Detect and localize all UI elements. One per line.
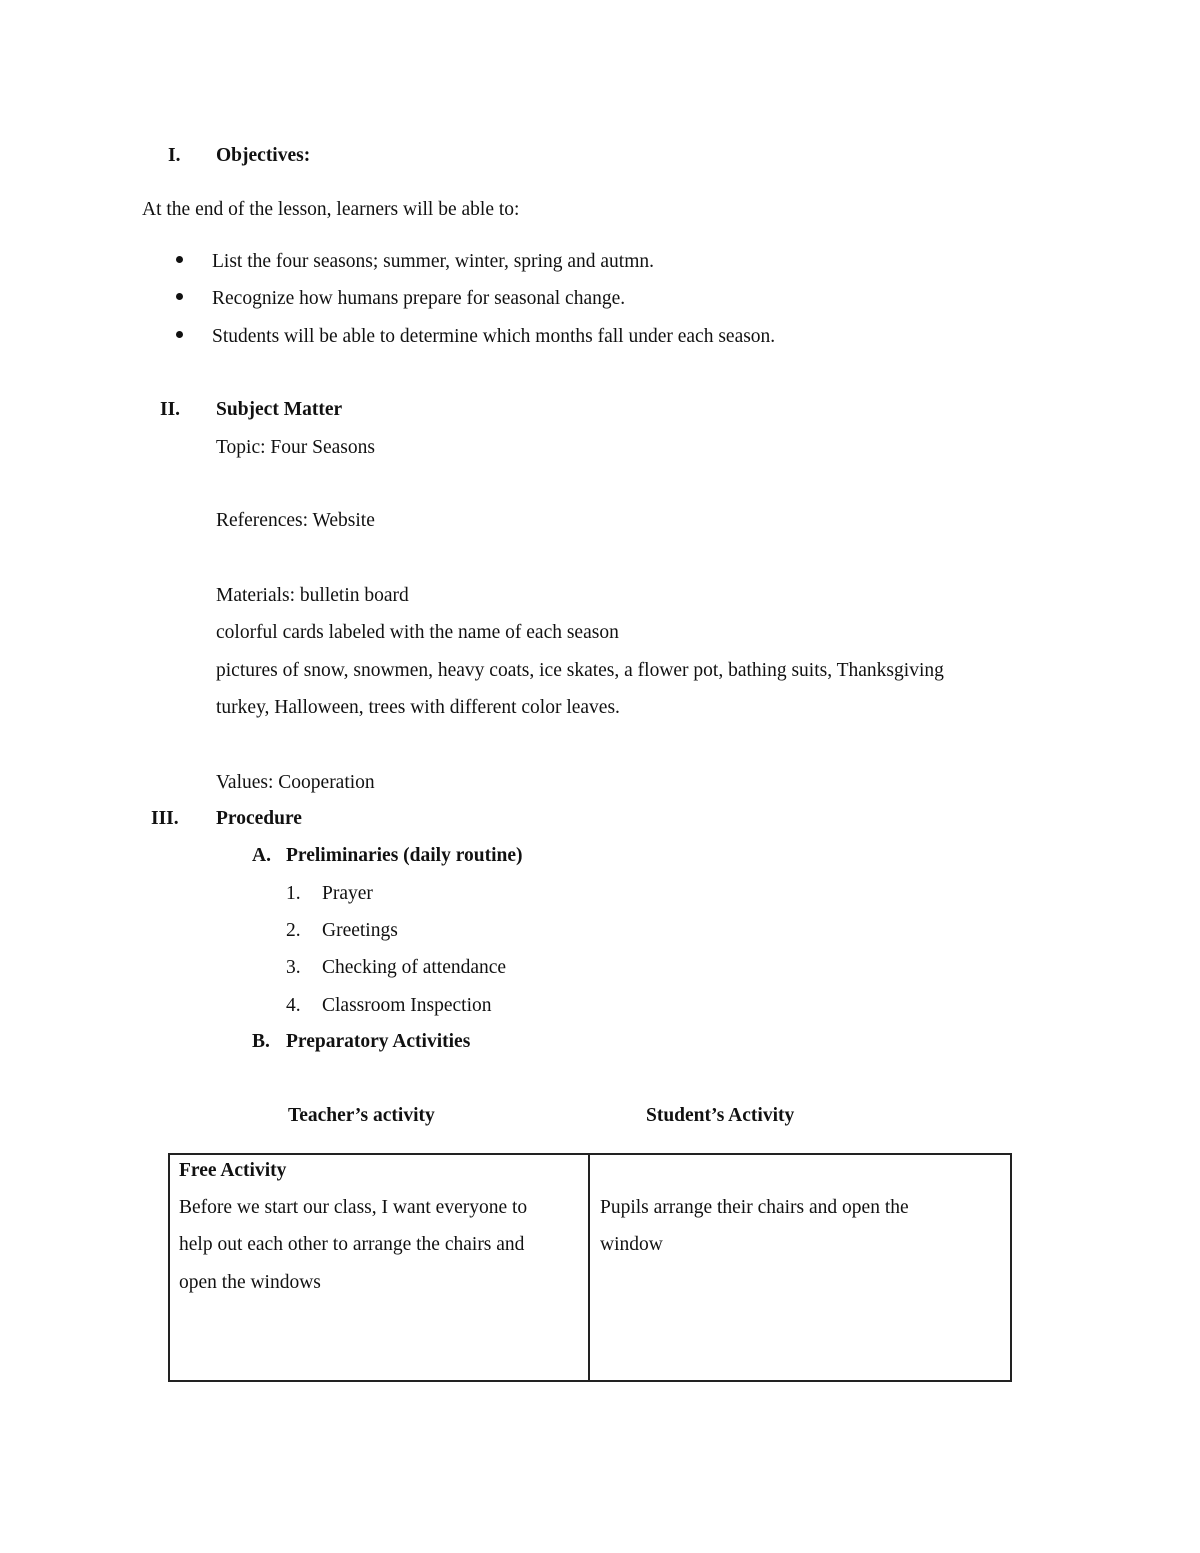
routine-number: 4. [286,995,301,1016]
routine-item: Greetings [322,920,398,941]
teacher-activity-header: Teacher’s activity [288,1105,435,1126]
student-cell-line: Pupils arrange their chairs and open the [600,1197,909,1218]
bullet-icon [176,256,183,263]
bullet-icon [176,293,183,300]
section-2-numeral: II. [160,399,181,420]
section-3-numeral: III. [151,808,179,829]
section-2-heading: Subject Matter [216,399,343,420]
subsection-b-letter: B. [252,1031,270,1052]
objective-item: List the four seasons; summer, winter, spring and autmn. [212,251,654,272]
materials-line: colorful cards labeled with the name of each season [216,622,619,643]
routine-number: 1. [286,883,301,904]
routine-number: 3. [286,957,301,978]
routine-number: 2. [286,920,301,941]
bullet-icon [176,331,183,338]
teacher-cell-line: help out each other to arrange the chairs and [179,1234,525,1255]
routine-item: Checking of attendance [322,957,507,978]
student-activity-header: Student’s Activity [646,1105,795,1126]
subsection-a-heading: Preliminaries (daily routine) [286,845,523,866]
subsection-a-letter: A. [252,845,271,866]
section-1-heading: Objectives: [216,145,311,166]
student-cell-line: window [600,1234,663,1255]
subsection-b-heading: Preparatory Activities [286,1031,471,1052]
objectives-intro: At the end of the lesson, learners will be able to: [142,199,520,220]
materials-line: turkey, Halloween, trees with different color leaves. [216,697,620,718]
section-1-numeral: I. [168,145,181,166]
table-column-divider [588,1153,590,1382]
materials-line: Materials: bulletin board [216,585,409,606]
teacher-cell-line: open the windows [179,1272,321,1293]
topic-line: Topic: Four Seasons [216,437,375,458]
activity-table [168,1153,1012,1382]
values-line: Values: Cooperation [216,772,375,793]
teacher-cell-title: Free Activity [179,1160,287,1181]
objective-item: Recognize how humans prepare for seasonal change. [212,288,626,309]
section-3-heading: Procedure [216,808,302,829]
routine-item: Prayer [322,883,373,904]
routine-item: Classroom Inspection [322,995,492,1016]
references-line: References: Website [216,510,375,531]
materials-line: pictures of snow, snowmen, heavy coats, ice skates, a flower pot, bathing suits, Thanksgiving [216,660,944,681]
teacher-cell-line: Before we start our class, I want everyone to [179,1197,528,1218]
objective-item: Students will be able to determine which months fall under each season. [212,326,776,347]
